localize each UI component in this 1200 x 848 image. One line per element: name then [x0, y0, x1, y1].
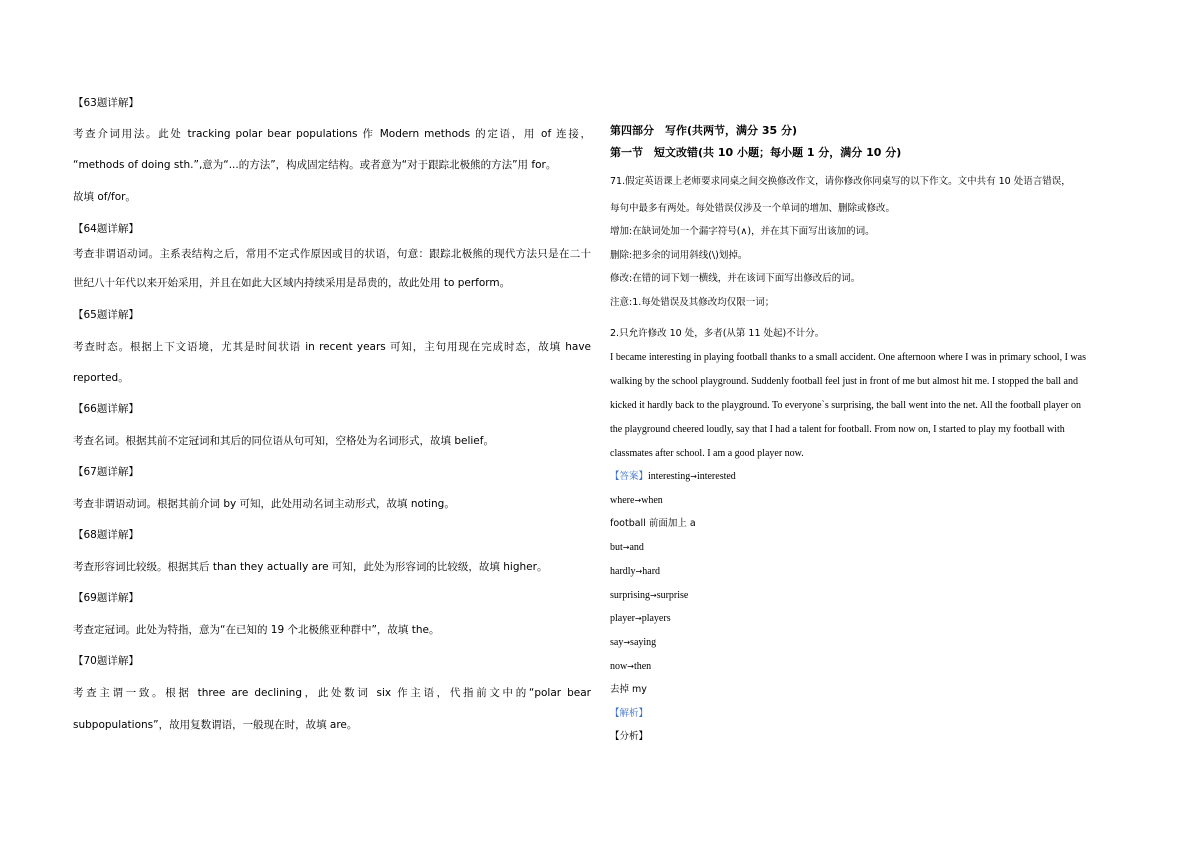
answer-row-9	[610, 660, 651, 673]
arrow-icon: →	[634, 496, 642, 505]
answer-from: interesting	[648, 471, 691, 482]
heading-67: 【67题详解】	[73, 466, 139, 478]
answer-row-6	[610, 589, 688, 602]
paragraph-70-line-1: 考查主谓一致。根据 three are declining，此处数词 six 作主语，代指前文中的“polar bear	[73, 687, 591, 699]
paragraph-66-line-1: 考查名词。根据其前不定冠词和其后的同位语从句可知，空格处为名词形式，故填 belief。	[73, 435, 494, 447]
passage-line-2: walking by the school playground. Suddenly football feel just in front of me but almost hit me. I stopped the ball and	[610, 376, 1078, 387]
answer-row-2	[610, 494, 663, 507]
arrow-icon: →	[650, 591, 657, 600]
paragraph-64-line-1: 考查非谓语动词。主系表结构之后，常用不定式作原因或目的状语，句意：跟踪北极熊的现代方法只是在二十	[73, 248, 591, 260]
paragraph-70-line-2: subpopulations”，故用复数谓语，一般现在时，故填 are。	[73, 719, 358, 731]
passage-line-4: the playground cheered loudly, say that I had a talent for football. From now on, I started to play my football with	[610, 424, 1065, 435]
answer-row-3: football 前面加上 a	[610, 518, 696, 529]
answer-to: and	[629, 542, 644, 553]
instruction-line-5: 修改:在错的词下划一横线，并在该词下面写出修改后的词。	[610, 273, 861, 284]
paragraph-68-line-1: 考查形容词比较级。根据其后 than they actually are 可知，此处为形容词的比较级，故填 higher。	[73, 561, 548, 573]
answer-to: when	[641, 495, 663, 506]
arrow-icon: →	[623, 638, 631, 647]
answer-row-7	[610, 612, 671, 625]
heading-69: 【69题详解】	[73, 592, 139, 604]
arrow-icon: →	[635, 567, 643, 576]
analysis-label: 【解析】	[610, 708, 649, 719]
answer-row-4	[610, 541, 644, 554]
passage-line-1: I became interesting in playing football thanks to a small accident. One afternoon where I was in primary school, I was	[610, 352, 1086, 363]
answer-from: player	[610, 613, 635, 624]
answer-label: 【答案】	[610, 471, 649, 482]
heading-64: 【64题详解】	[73, 223, 139, 235]
passage-line-5: classmates after school. I am a good player now.	[610, 448, 804, 459]
paragraph-63-line-2: “methods of doing sth.”,意为“...的方法”，构成固定结构。或者意为“对于跟踪北极熊的方法”用 for。	[73, 159, 557, 171]
answer-to: saying	[630, 637, 657, 648]
answer-from: now	[610, 661, 628, 672]
answer-row-10: 去掉 my	[610, 684, 647, 695]
instruction-line-7: 2.只允许修改 10 处，多者(从第 11 处起)不计分。	[610, 328, 825, 339]
paragraph-67-line-1: 考查非谓语动词。根据其前介词 by 可知，此处用动名词主动形式，故填 noting。	[73, 498, 455, 510]
answer-from: but	[610, 542, 623, 553]
section-title: 第四部分 写作(共两节，满分 35 分)	[610, 124, 798, 137]
answer-from: surprising	[610, 590, 650, 601]
answer-row-8	[610, 636, 656, 649]
arrow-icon: →	[690, 472, 697, 481]
answer-from: hardly	[610, 566, 636, 577]
passage-line-3: kicked it hardly back to the playground. To everyone`s surprising, the ball went into the net. All the football player on	[610, 400, 1081, 411]
answer-to: hard	[642, 566, 661, 577]
analysis-sub-label: 【分析】	[610, 731, 649, 742]
answer-to: players	[641, 613, 671, 624]
paragraph-63-line-1: 考查介词用法。此处 tracking polar bear populations 作 Modern methods 的定语，用 of 连接，	[73, 128, 591, 140]
instruction-line-3: 增加:在缺词处加一个漏字符号(∧)，并在其下面写出该加的词。	[610, 226, 875, 237]
subsection-title: 第一节 短文改错(共 10 小题；每小题 1 分，满分 10 分)	[610, 146, 902, 159]
answer-to: then	[633, 661, 652, 672]
answer-to: surprise	[656, 590, 689, 601]
instruction-line-6: 注意:1.每处错误及其修改均仅限一词；	[610, 297, 775, 308]
paragraph-63-line-3: 故填 of/for。	[73, 191, 136, 203]
answer-row-1	[610, 470, 736, 483]
instruction-line-4: 删除:把多余的词用斜线(\)划掉。	[610, 250, 748, 261]
heading-63: 【63题详解】	[73, 97, 139, 109]
instruction-line-1: 71.假定英语课上老师要求同桌之间交换修改作文，请你修改你同桌写的以下作文。文中共有 10 处语言错误，	[610, 176, 1071, 187]
paragraph-65-line-1: 考查时态。根据上下文语境，尤其是时间状语 in recent years 可知，主句用现在完成时态，故填 have	[73, 341, 591, 353]
arrow-icon: →	[627, 662, 634, 671]
heading-65: 【65题详解】	[73, 309, 139, 321]
answer-from: say	[610, 637, 624, 648]
instruction-line-2: 每句中最多有两处。每处错误仅涉及一个单词的增加、删除或修改。	[610, 203, 896, 214]
answer-row-5	[610, 565, 660, 578]
heading-68: 【68题详解】	[73, 529, 139, 541]
paragraph-64-line-2: 世纪八十年代以来开始采用，并且在如此大区域内持续采用是昂贵的，故此处用 to perform。	[73, 277, 511, 289]
heading-66: 【66题详解】	[73, 403, 139, 415]
heading-70: 【70题详解】	[73, 655, 139, 667]
answer-to: interested	[696, 471, 736, 482]
paragraph-65-line-2: reported。	[73, 372, 129, 384]
answer-from: where	[610, 495, 635, 506]
arrow-icon: →	[622, 543, 630, 552]
paragraph-69-line-1: 考查定冠词。此处为特指，意为“在已知的 19 个北极熊亚种群中”，故填 the。	[73, 624, 440, 636]
arrow-icon: →	[635, 614, 642, 623]
